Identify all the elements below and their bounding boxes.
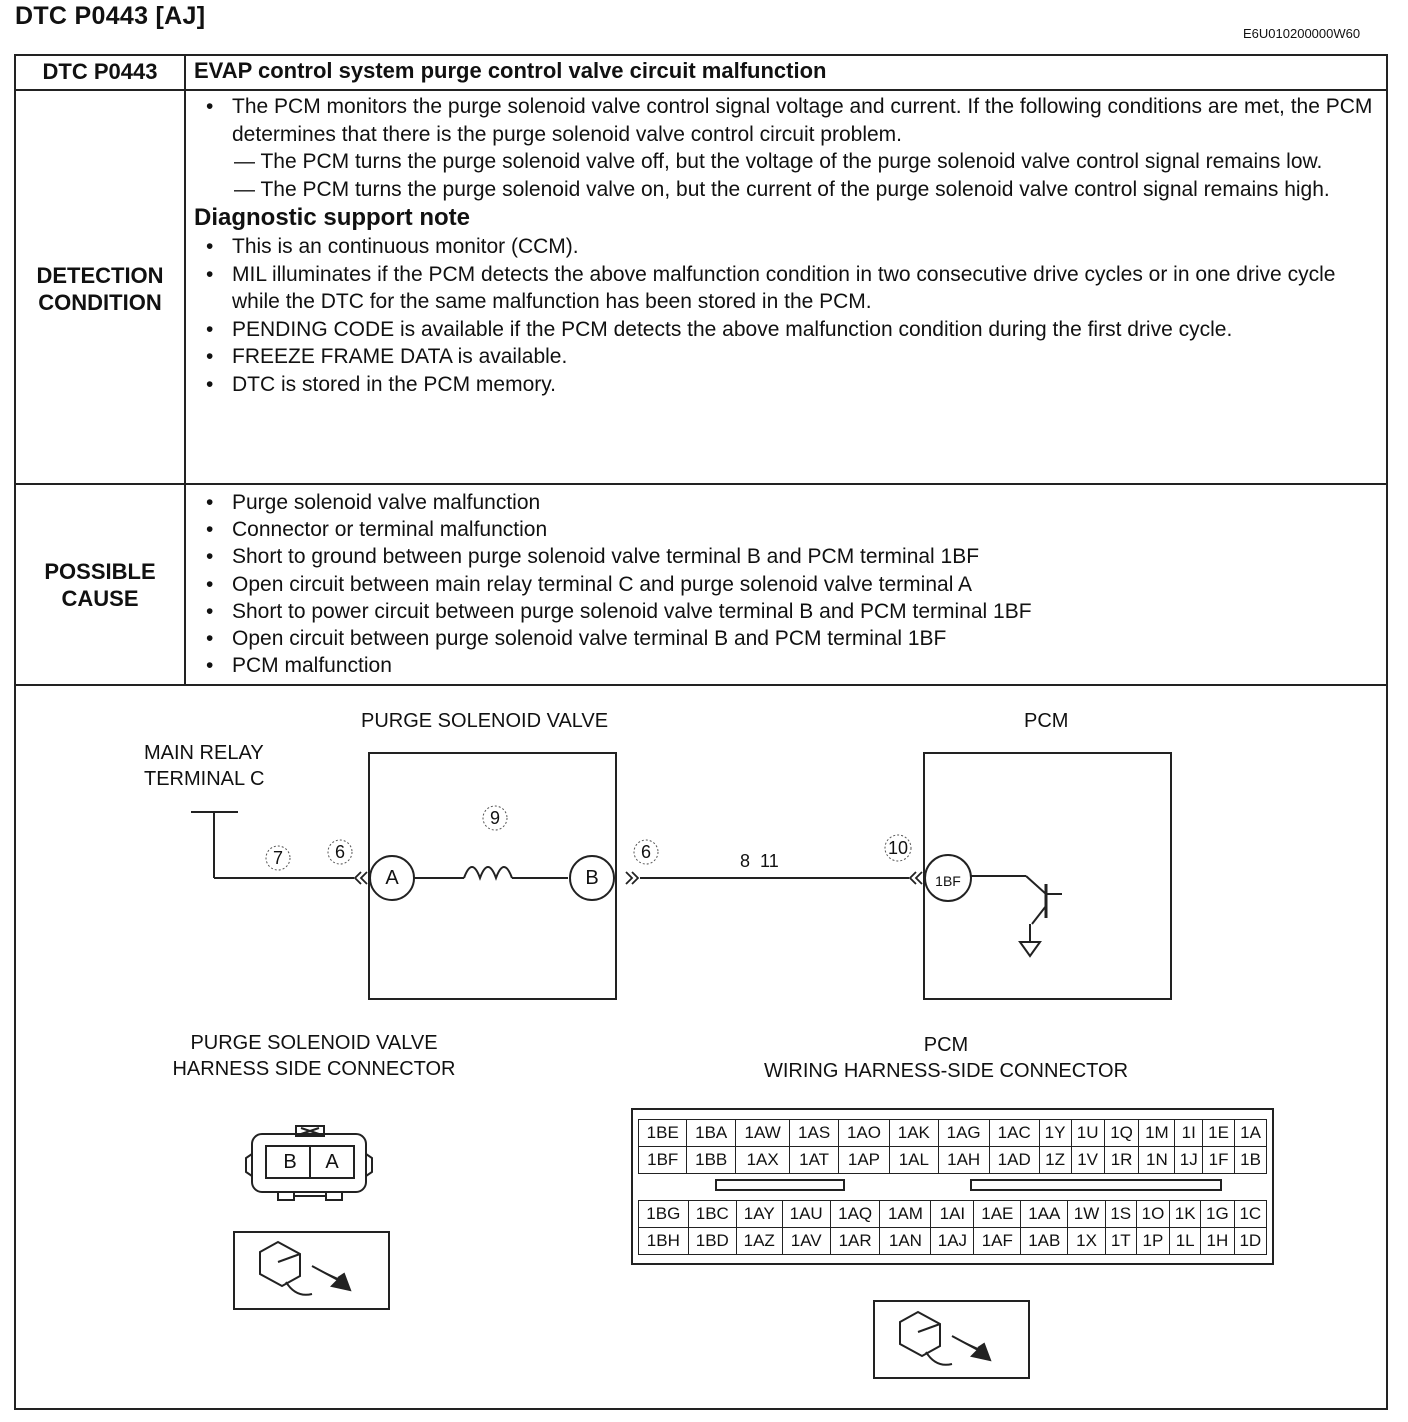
- valve-connector-caption-line2: HARNESS SIDE CONNECTOR: [172, 1058, 456, 1080]
- pin-cell: 1AY: [736, 1201, 782, 1228]
- detection-sub-item: — The PCM turns the purge solenoid valve on, but the current of the purge solenoid valve control signal remains high.: [234, 177, 1330, 201]
- pin-cell: 1BC: [688, 1201, 736, 1228]
- pin-cell: 1AP: [838, 1147, 889, 1174]
- callout-6: 6: [334, 842, 345, 862]
- pin-cell: 1BG: [639, 1201, 689, 1228]
- pin-cell: 1H: [1201, 1228, 1235, 1255]
- valve-connector-caption-line1: PURGE SOLENOID VALVE: [190, 1032, 438, 1054]
- pcm-connector-caption-line2: WIRING HARNESS-SIDE CONNECTOR: [763, 1060, 1129, 1082]
- detection-condition-content: [194, 93, 1374, 398]
- pin-cell: 1K: [1170, 1201, 1201, 1228]
- pin-cell: 1AR: [830, 1228, 880, 1255]
- pin-cell: 1AH: [938, 1147, 989, 1174]
- pin-cell: 1R: [1104, 1147, 1139, 1174]
- callout-7: 7: [272, 848, 283, 868]
- ground-symbol: [1020, 942, 1040, 956]
- pin-cell: 1X: [1068, 1228, 1106, 1255]
- support-note-item: • This is an continuous monitor (CCM).: [194, 233, 1374, 261]
- detection-condition-label: [16, 262, 184, 316]
- relay-label-line1: MAIN RELAY: [144, 742, 264, 764]
- relay-label-line2: TERMINAL C: [144, 768, 265, 790]
- document-code: E6U010200000W60: [1243, 26, 1361, 41]
- pcm-connector-caption: [736, 1032, 1156, 1084]
- cause-item: • Connector or terminal malfunction: [194, 516, 1374, 543]
- possible-cause-label-line2: CAUSE: [61, 586, 139, 611]
- page-title: DTC P0443 [AJ]: [15, 2, 206, 30]
- pin-cell: 1AD: [989, 1147, 1039, 1174]
- possible-cause-content: [194, 489, 1374, 679]
- detection-label-line2: CONDITION: [38, 290, 162, 315]
- column-divider: [184, 56, 186, 684]
- pin-cell: 1AG: [938, 1120, 989, 1147]
- pin-cell: 1AQ: [830, 1201, 880, 1228]
- pin-row: [639, 1228, 1267, 1255]
- pin-cell: 1AU: [782, 1201, 830, 1228]
- dtc-description: EVAP control system purge control valve circuit malfunction: [194, 58, 827, 83]
- pin-cell: 1Z: [1039, 1147, 1071, 1174]
- pin-cell: 1AM: [880, 1201, 931, 1228]
- pin-cell: 1AX: [735, 1147, 789, 1174]
- diagnostic-support-note-title: Diagnostic support note: [194, 204, 470, 231]
- dtc-table: [14, 54, 1388, 1410]
- pin-cell: 1L: [1170, 1228, 1201, 1255]
- valve-connector-caption: [144, 1030, 484, 1082]
- pin-cell: 1T: [1105, 1228, 1136, 1255]
- pin-row: [639, 1201, 1267, 1228]
- detection-main-bullet: • The PCM monitors the purge solenoid valve control signal voltage and current. If the following conditions are met, the PCM determines that there is the purge solenoid valve control circuit problem.: [194, 93, 1374, 148]
- support-note-item: • MIL illuminates if the PCM detects the above malfunction condition in two consecutive drive cycles or in one drive cycle while the DTC for the same malfunction has been stored in the PCM.: [194, 261, 1374, 316]
- valve-connector-tab: [278, 1192, 294, 1200]
- callout-10: 10: [887, 838, 909, 858]
- terminal-a-label: A: [385, 867, 399, 889]
- connector-icon: [260, 1242, 300, 1286]
- pcm-title: PCM: [1024, 710, 1069, 732]
- pin-cell: 1J: [1175, 1147, 1203, 1174]
- connector-icon: [900, 1312, 940, 1356]
- pin-cell: 1E: [1203, 1120, 1235, 1147]
- cause-item: • PCM malfunction: [194, 652, 1374, 679]
- pin-cell: 1F: [1203, 1147, 1235, 1174]
- pin-cell: 1BD: [688, 1228, 736, 1255]
- support-note-item: • PENDING CODE is available if the PCM detects the above malfunction condition during the first drive cycle.: [194, 316, 1374, 344]
- pin-cell: 1G: [1201, 1201, 1235, 1228]
- pin-cell: 1AB: [1021, 1228, 1068, 1255]
- valve-connector-tab: [326, 1192, 342, 1200]
- pin-cell: 1AZ: [736, 1228, 782, 1255]
- row-divider: [16, 483, 1386, 485]
- pin-cell: 1M: [1139, 1120, 1175, 1147]
- row-divider: [16, 89, 1386, 91]
- pcm-connector-latch: [971, 1180, 1221, 1190]
- cause-item: • Short to ground between purge solenoid valve terminal B and PCM terminal 1BF: [194, 543, 1374, 570]
- pcm-pin-grid-lower: [638, 1200, 1267, 1255]
- wiring-diagram: [16, 686, 1386, 1408]
- pin-cell: 1W: [1068, 1201, 1106, 1228]
- pcm-connector-caption-line1: PCM: [923, 1034, 969, 1056]
- pin-cell: 1AW: [735, 1120, 789, 1147]
- pin-cell: 1BF: [639, 1147, 687, 1174]
- pin-cell: 1A: [1235, 1120, 1267, 1147]
- pin-cell: 1AK: [890, 1120, 938, 1147]
- pin-cell: 1AC: [989, 1120, 1039, 1147]
- pin-cell: 1Q: [1104, 1120, 1139, 1147]
- pin-cell: 1AE: [974, 1201, 1021, 1228]
- pin-cell: 1AJ: [931, 1228, 974, 1255]
- cause-item: • Short to power circuit between purge solenoid valve terminal B and PCM terminal 1BF: [194, 598, 1374, 625]
- connector-icon: [286, 1282, 312, 1295]
- pin-cell: 1AO: [838, 1120, 889, 1147]
- arrow-icon: [952, 1336, 990, 1360]
- valve-connector-view-box: [234, 1232, 389, 1309]
- possible-cause-label: [16, 558, 184, 612]
- valve-pin-b: B: [283, 1151, 297, 1173]
- pcm-connector-latch: [716, 1180, 844, 1190]
- cause-item: • Purge solenoid valve malfunction: [194, 489, 1374, 516]
- pin-cell: 1P: [1136, 1228, 1170, 1255]
- connector-chevron: [355, 872, 367, 884]
- terminal-b-label: B: [585, 867, 599, 889]
- pin-cell: 1S: [1105, 1201, 1136, 1228]
- detection-label-line1: DETECTION: [36, 263, 164, 288]
- pin-cell: 1BE: [639, 1120, 687, 1147]
- pin-cell: 1AL: [890, 1147, 938, 1174]
- detection-sub-item: — The PCM turns the purge solenoid valve off, but the voltage of the purge solenoid valve control signal remains low.: [234, 150, 1323, 173]
- transistor-emitter: [1032, 906, 1046, 924]
- callout-6: 6: [640, 842, 651, 862]
- pin-cell: 1AA: [1021, 1201, 1068, 1228]
- pin-cell: 1AI: [931, 1201, 974, 1228]
- pin-cell: 1V: [1071, 1147, 1104, 1174]
- pin-cell: 1AN: [880, 1228, 931, 1255]
- pcm-pin-grid-upper: [638, 1119, 1267, 1174]
- dtc-code-cell: DTC P0443: [42, 59, 158, 84]
- pin-cell: 1C: [1234, 1201, 1266, 1228]
- pin-cell: 1D: [1234, 1228, 1266, 1255]
- pin-row: [639, 1147, 1267, 1174]
- pin-cell: 1N: [1139, 1147, 1175, 1174]
- connector-chevron: [626, 872, 638, 884]
- pin-cell: 1O: [1136, 1201, 1170, 1228]
- callout-8-11: 8 11: [740, 851, 779, 871]
- connector-chevron: [910, 872, 922, 884]
- arrow-icon: [312, 1266, 350, 1290]
- pin-cell: 1B: [1235, 1147, 1267, 1174]
- pcm-wire: [1026, 876, 1046, 894]
- pin-cell: 1AS: [790, 1120, 838, 1147]
- pin-cell: 1BB: [687, 1147, 735, 1174]
- callout-9: 9: [489, 808, 500, 828]
- pin-cell: 1BH: [639, 1228, 689, 1255]
- pcm-connector-view-box: [874, 1301, 1029, 1378]
- cause-item: • Open circuit between main relay terminal C and purge solenoid valve terminal A: [194, 571, 1374, 598]
- pin-cell: 1AF: [974, 1228, 1021, 1255]
- terminal-1bf-label: 1BF: [935, 873, 961, 889]
- pin-cell: 1Y: [1039, 1120, 1071, 1147]
- pin-cell: 1AT: [790, 1147, 838, 1174]
- valve-title: PURGE SOLENOID VALVE: [361, 710, 609, 732]
- pin-cell: 1AV: [782, 1228, 830, 1255]
- pin-row: [639, 1120, 1267, 1147]
- possible-cause-label-line1: POSSIBLE: [44, 559, 156, 584]
- connector-icon: [926, 1352, 952, 1365]
- pin-cell: 1U: [1071, 1120, 1104, 1147]
- relay-label: [144, 740, 264, 792]
- pin-cell: 1BA: [687, 1120, 735, 1147]
- cause-item: • Open circuit between purge solenoid valve terminal B and PCM terminal 1BF: [194, 625, 1374, 652]
- solenoid-coil: [464, 867, 512, 878]
- pin-cell: 1I: [1175, 1120, 1203, 1147]
- valve-pin-a: A: [325, 1151, 339, 1173]
- support-note-item: • FREEZE FRAME DATA is available.: [194, 343, 1374, 371]
- support-note-item: • DTC is stored in the PCM memory.: [194, 371, 1374, 399]
